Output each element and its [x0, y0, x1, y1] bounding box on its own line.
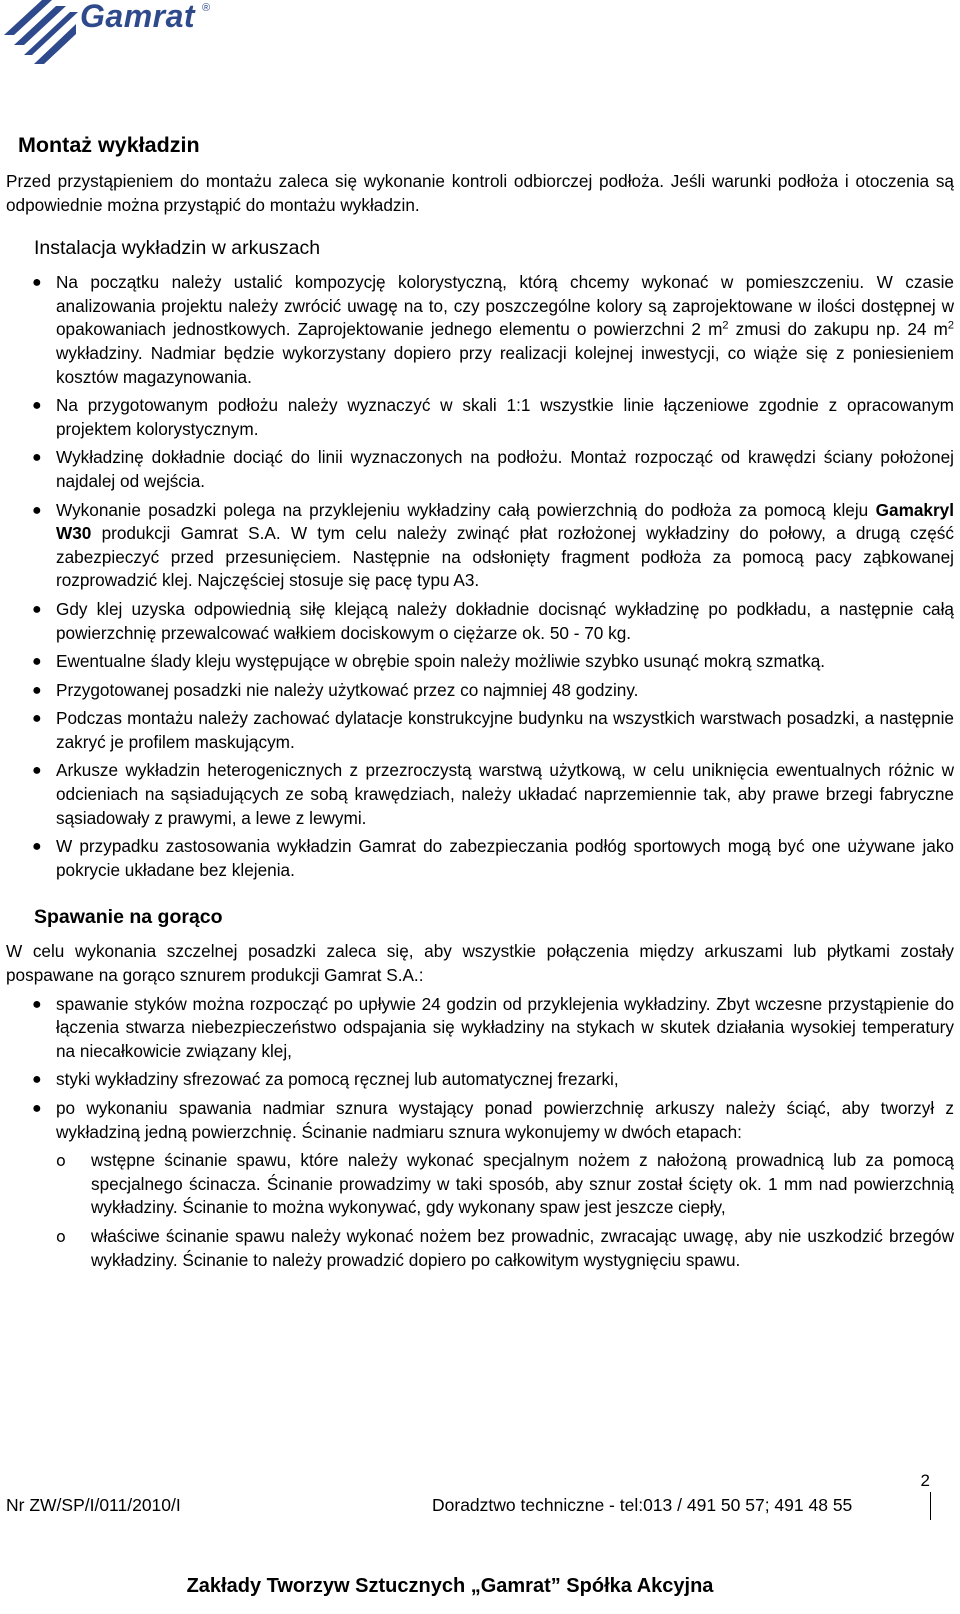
- bullet-icon: ●: [32, 762, 42, 780]
- installation-list: [6, 271, 954, 882]
- cutting-steps-list: [56, 1149, 954, 1272]
- list-item: ● Podczas montażu należy zachować dylatacje konstrukcyjne budynku na wszystkich warstwach posadzki, a następnie zakryć je profilem maskującym.: [32, 708, 954, 752]
- sub-list-item: o właściwe ścinanie spawu należy wykonać nożem bez prowadnic, zwracając uwagę, aby nie uszkodzić brzegów wykładziny. Ścinanie to należy prowadzić dopiero po całkowitym wystygnięciu spawu.: [56, 1225, 954, 1270]
- list-item: ● Wykonanie posadzki polega na przyklejeniu wykładziny całą powierzchnią do podłoża za pomocą kleju Gamakryl W30 produkcji Gamrat S.A. W tym celu należy zwinąć płat rozłożonej wykładziny do połowy, a drugą część zabezpieczyć przed przesunięciem. Następnie na odsłonięty fragment podłoża za pomocą pacy ząbkowanej rozprowadzić klej. Najczęściej stosuje się pacę typu A3.: [32, 499, 954, 591]
- welding-intro: W celu wykonania szczelnej posadzki zaleca się, aby wszystkie połączenia między arkuszami lub płytkami zostały pospawane na gorąco sznurem produkcji Gamrat S.A.:: [6, 941, 954, 986]
- intro-paragraph: Przed przystąpieniem do montażu zaleca się wykonanie kontroli odbiorczej podłoża. Jeśli warunki podłoża i otoczenia są odpowiednie można przystąpić do montażu wykładzin.: [6, 171, 954, 215]
- list-item: ● Ewentualne ślady kleju występujące w obrębie spoin należy możliwie szybko usunąć mokrą szmatką.: [6, 650, 954, 674]
- bullet-icon: ●: [32, 274, 42, 292]
- list-item: ● Przygotowanej posadzki nie należy użytkować przez co najmniej 48 godziny.: [6, 679, 954, 703]
- bullet-icon: ●: [32, 449, 42, 467]
- list-item: ● Wykładzinę dokładnie dociąć do linii wyznaczonych na podłożu. Montaż rozpocząć od krawędzi ściany położonej najdalej od wejścia.: [32, 447, 954, 491]
- company-name: Zakłady Tworzyw Sztucznych „Gamrat” Spółka Akcyjna: [186, 1575, 714, 1597]
- welding-list: [6, 993, 954, 1273]
- gamrat-logo: [4, 0, 214, 66]
- bullet-icon: ●: [32, 653, 42, 671]
- bullet-icon: ●: [32, 397, 42, 415]
- bullet-icon: ●: [32, 681, 42, 699]
- bullet-icon: ●: [32, 1071, 42, 1089]
- section-heading-welding: Spawanie na gorąco: [34, 906, 223, 929]
- bullet-icon: ●: [32, 710, 42, 728]
- bullet-icon: ●: [32, 501, 42, 519]
- technical-contact: Doradztwo techniczne - tel:013 / 491 50 57; 491 48 55: [432, 1495, 853, 1515]
- footer-divider: [930, 1492, 931, 1520]
- circle-bullet-icon: o: [56, 1151, 66, 1171]
- list-item: ● po wykonaniu spawania nadmiar sznura wystający ponad powierzchnię arkuszy należy ściąć, aby tworzył z wykładziną jedną powierzchnię. Ścinanie nadmiaru sznura wykonujemy w dwóch etapach: o wstępne ścinanie spawu, które należy wykonać specjalnym nożem z nałożoną prowadnicą lub za pomocą specjalnego ścinacza. Ścinanie prowadzimy w taki sposób, aby sznur został ścięty ok. 1 mm nad powierzchnią wykładziny. Ścinanie to można wykonywać, gdy wykonany spaw jest jeszcze ciepły, o właściwe ścinanie spawu należy wykonać nożem bez prowadnic, zwracając uwagę, aby nie uszkodzić brzegów wykładziny. Ścinanie to należy prowadzić dopiero po całkowitym wystygnięciu spawu.: [6, 1097, 954, 1272]
- list-item: ● Na początku należy ustalić kompozycję kolorystyczną, którą chcemy wykonać w pomieszczeniu. W czasie analizowania projektu należy zwrócić uwagę na to, czy poszczególne kolory są zaprojektowane w ilości dostępnej w opakowaniach jednostkowych. Zaprojektowanie jednego elementu o powierzchni 2 $m^2$ zmusi do zakupu np. 24 $m^2$ wykładziny. Nadmiar będzie wykorzystany dopiero przy realizacji kolejnej inwestycji, co wiąże się z poniesieniem kosztów magazynowania.: [32, 272, 954, 387]
- list-item: ● Arkusze wykładzin heterogenicznych z przezroczystą warstwą użytkową, w celu uniknięcia ewentualnych różnic w odcieniach na sąsiadujących ze sobą krawędziach, należy układać naprzemiennie tak, aby prawe brzegi fabryczne sąsiadowały z prawymi, a lewe z lewymi.: [32, 760, 954, 828]
- bullet-icon: ●: [32, 600, 42, 618]
- logo-stripes-icon: [4, 0, 84, 64]
- bullet-icon: ●: [32, 838, 42, 856]
- list-item: ● W przypadku zastosowania wykładzin Gamrat do zabezpieczania podłóg sportowych mogą być one używane jako pokrycie układane bez klejenia.: [32, 836, 954, 880]
- bullet-icon: ●: [32, 995, 42, 1013]
- document-body: [6, 132, 954, 1277]
- list-item: ● Na przygotowanym podłożu należy wyznaczyć w skali 1:1 wszystkie linie łączeniowe zgodnie z opracowanym projektem kolorystycznym.: [32, 395, 954, 439]
- list-item: ● styki wykładziny sfrezować za pomocą ręcznej lub automatycznej frezarki,: [6, 1068, 954, 1092]
- sub-list-item: o wstępne ścinanie spawu, które należy wykonać specjalnym nożem z nałożoną prowadnicą lub za pomocą specjalnego ścinacza. Ścinanie prowadzimy w taki sposób, aby sznur został ścięty ok. 1 mm nad powierzchnią wykładziny. Ścinanie to można wykonywać, gdy wykonany spaw jest jeszcze ciepły,: [56, 1150, 954, 1218]
- list-item: ● spawanie styków można rozpocząć po upływie 24 godzin od przyklejenia wykładziny. Zbyt wczesne przystąpienie do łączenia stwarza niebezpieczeństwo odspajania się wykładziny na stykach w skutek działania wysokiej temperatury na niecałkowicie związany klej,: [32, 993, 954, 1061]
- page-title: Montaż wykładzin: [18, 133, 200, 157]
- list-item: ● Gdy klej uzyska odpowiednią siłę klejącą należy dokładnie docisnąć wykładzinę po podkładu, a następnie całą powierzchnię przewalcować wałkiem dociskowym o ciężarze ok. 50 - 70 kg.: [32, 598, 954, 643]
- section-heading-installation: Instalacja wykładzin w arkuszach: [34, 237, 321, 260]
- registered-mark: ®: [202, 2, 211, 14]
- page-number: 2: [920, 1471, 930, 1490]
- logo-wordmark: Gamrat: [80, 0, 196, 34]
- circle-bullet-icon: o: [56, 1226, 66, 1246]
- document-number: Nr ZW/SP/I/011/2010/I: [6, 1495, 181, 1515]
- bullet-icon: ●: [32, 1100, 42, 1117]
